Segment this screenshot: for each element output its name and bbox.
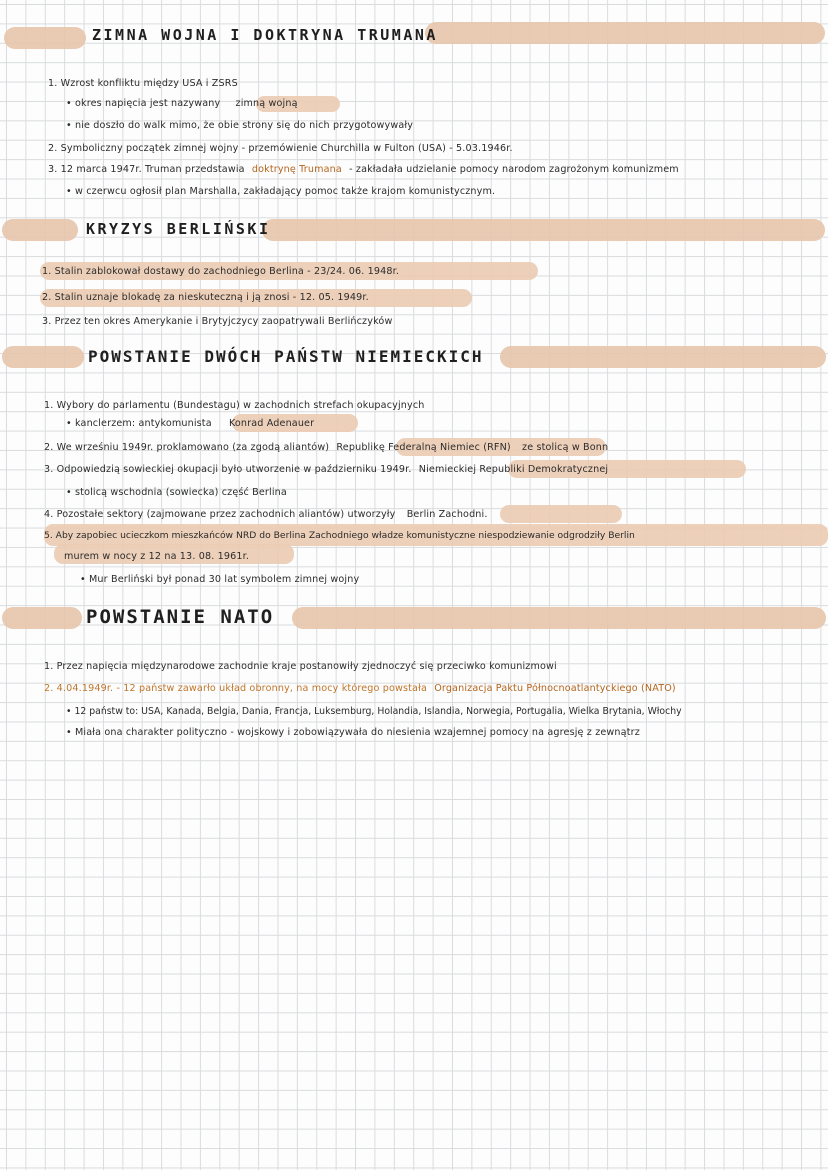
highlighted-term: Konrad Adenauer xyxy=(228,418,315,429)
text-line: 2. Stalin uznaje blokadę za nieskuteczną i ją znosi - 12. 05. 1949r. xyxy=(42,292,369,303)
text-line: 3. Przez ten okres Amerykanie i Brytyjczycy zaopatrywali Berlińczyków xyxy=(42,316,393,327)
text-line xyxy=(66,418,314,429)
text-line: 1. Wybory do parlamentu (Bundestagu) w zachodnich strefach okupacyjnych xyxy=(44,400,425,411)
highlighted-term: Republikę Federalną Niemiec (RFN) xyxy=(336,442,511,453)
heading-bar-left xyxy=(4,27,86,49)
text-line: murem w nocy z 12 na 13. 08. 1961r. xyxy=(64,551,250,562)
text-line: • Miała ona charakter polityczno - wojskowy i zobowiązywała do niesienia wzajemnej pomocy na agresję z zewnątrz xyxy=(66,727,640,738)
section-heading-two-german-states: POWSTANIE DWÓCH PAŃSTW NIEMIECKICH xyxy=(88,347,484,366)
highlighted-term: Niemieckiej Republiki Demokratycznej xyxy=(418,464,609,475)
heading-bar-left xyxy=(2,607,82,629)
heading-bar-right xyxy=(292,607,826,629)
accent-term: doktrynę Trumana xyxy=(251,164,342,175)
text-line: 5. Aby zapobiec ucieczkom mieszkańców NRD do Berlina Zachodniego władze komunistyczne niespodziewanie odgrodziły Berlin xyxy=(44,530,635,541)
text-line: • stolicą wschodnia (sowiecka) część Berlina xyxy=(66,487,287,498)
highlight-term xyxy=(500,505,622,523)
text-line xyxy=(44,683,676,694)
text-line: 2. Symboliczny początek zimnej wojny - przemówienie Churchilla w Fulton (USA) - 5.03.1946r. xyxy=(48,143,513,154)
heading-bar-left xyxy=(2,219,78,241)
text-fragment: • kanclerzem: antykomunista xyxy=(66,418,212,429)
text-fragment: 2. We wrześniu 1949r. proklamowano (za zgodą aliantów) xyxy=(44,442,330,453)
text-line: 1. Wzrost konfliktu między USA i ZSRS xyxy=(48,78,238,89)
text-fragment: ze stolicą w Bonn xyxy=(522,442,609,453)
text-line: • w czerwcu ogłosił plan Marshalla, zakładający pomoc także krajom komunistycznym. xyxy=(66,186,496,197)
text-fragment: 4. Pozostałe sektory (zajmowane przez zachodnich aliantów) utworzyły xyxy=(44,509,396,520)
section-heading-cold-war: ZIMNA WOJNA I DOKTRYNA TRUMANA xyxy=(92,26,438,44)
text-line: 1. Stalin zablokował dostawy do zachodniego Berlina - 23/24. 06. 1948r. xyxy=(42,266,400,277)
text-line: 1. Przez napięcia międzynarodowe zachodnie kraje postanowiły zjednoczyć się przeciwko komunizmowi xyxy=(44,661,557,672)
section-heading-nato: POWSTANIE NATO xyxy=(86,606,275,628)
text-line: • nie doszło do walk mimo, że obie strony się do nich przygotowywały xyxy=(66,120,414,131)
heading-bar-right xyxy=(425,22,825,44)
text-line xyxy=(44,509,488,520)
text-fragment: 3. Odpowiedzią sowieckiej okupacji było utworzenie w październiku 1949r. xyxy=(44,464,412,475)
heading-bar-left xyxy=(2,346,84,368)
text-fragment: • okres napięcia jest nazywany xyxy=(66,98,221,109)
text-line: • Mur Berliński był ponad 30 lat symbolem zimnej wojny xyxy=(80,574,360,585)
accent-term: 2. 4.04.1949r. - 12 państw zawarło układ obronny, na mocy którego powstała xyxy=(44,683,427,694)
section-heading-berlin-crisis: KRYZYS BERLIŃSKI xyxy=(86,220,271,238)
text-line xyxy=(44,464,608,475)
text-line xyxy=(66,98,298,109)
heading-bar-right xyxy=(500,346,826,368)
text-line: • 12 państw to: USA, Kanada, Belgia, Dania, Francja, Luksemburg, Holandia, Islandia, Norwegia, Portugalia, Wielka Brytania, Włochy xyxy=(66,706,682,717)
highlighted-term: zimną wojną xyxy=(235,98,298,109)
highlighted-term: Berlin Zachodni. xyxy=(406,509,488,520)
accent-term: Organizacja Paktu Północnoatlantyckiego (NATO) xyxy=(434,683,676,694)
text-line xyxy=(44,442,608,453)
text-fragment: 3. 12 marca 1947r. Truman przedstawia xyxy=(48,164,245,175)
text-fragment: - zakładała udzielanie pomocy narodom zagrożonym komunizmem xyxy=(349,164,679,175)
text-line xyxy=(48,164,679,175)
heading-bar-right xyxy=(262,219,825,241)
